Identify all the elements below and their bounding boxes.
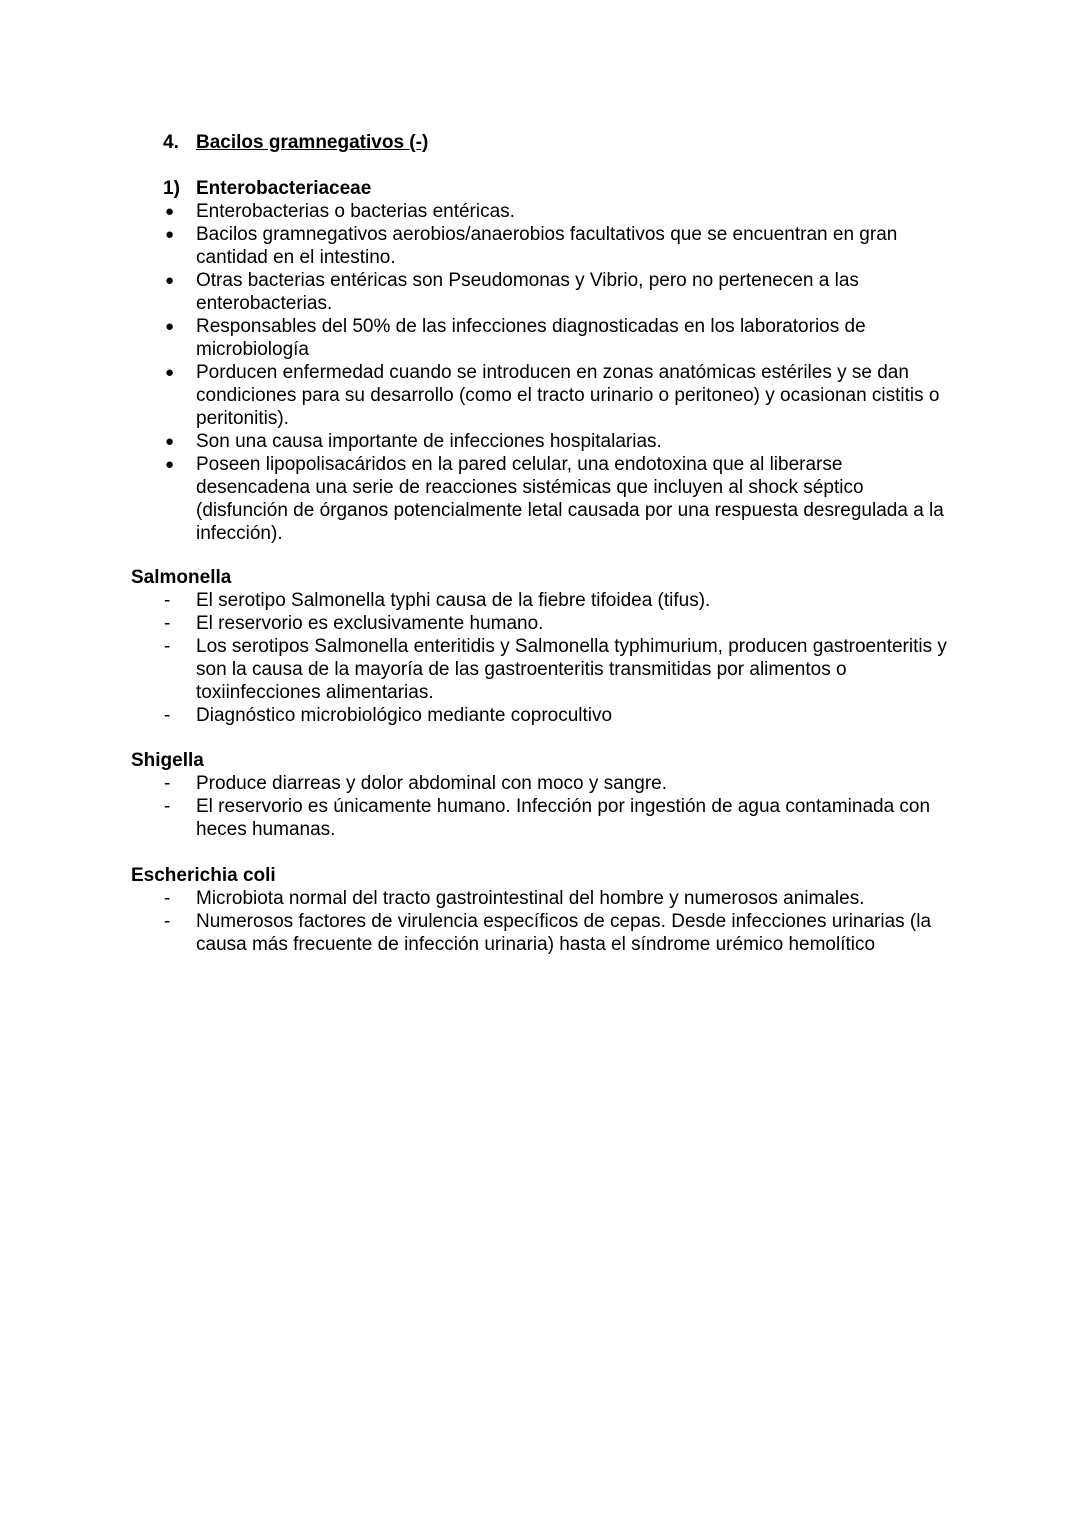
list-item: ● Porducen enfermedad cuando se introducen en zonas anatómicas estériles y se dan condiciones para su desarrollo (como el tracto urinario o peritoneo) y ocasionan cistitis o peritonitis).: [165, 362, 940, 429]
dash-icon: -: [164, 888, 171, 909]
list-item: - El reservorio es únicamente humano. Infección por ingestión de agua contaminada con heces humanas.: [164, 796, 931, 840]
list-item: ● Bacilos gramnegativos aerobios/anaerobios facultativos que se encuentran en gran cantidad en el intestino.: [165, 224, 898, 268]
list-item: ● Responsables del 50% de las infecciones diagnosticadas en los laboratorios de microbiología: [165, 316, 866, 360]
list-item: - El reservorio es exclusivamente humano.: [164, 613, 544, 634]
list-item: - Diagnóstico microbiológico mediante coprocultivo: [164, 705, 613, 726]
list-item: ● Poseen lipopolisacáridos en la pared celular, una endotoxina que al liberarse desencadena una serie de reacciones sistémicas que incluyen al shock séptico (disfunción de órganos potencialmente letal causada por una respuesta desregulada a la infección).: [165, 454, 944, 544]
subsection-number: 1): [163, 178, 180, 199]
bullet-icon: ●: [165, 226, 175, 243]
bullet-icon: ●: [165, 456, 175, 473]
dash-icon: -: [164, 773, 171, 794]
dash-icon: -: [164, 911, 171, 932]
list-item: - Microbiota normal del tracto gastrointestinal del hombre y numerosos animales.: [164, 888, 865, 909]
list-item: ● Son una causa importante de infecciones hospitalarias.: [165, 431, 662, 452]
bullet-icon: ●: [165, 203, 175, 220]
dash-icon: -: [164, 590, 171, 611]
ecoli-list: [164, 887, 956, 956]
list-item: ● Otras bacterias entéricas son Pseudomonas y Vibrio, pero no pertenecen a las enterobacterias.: [165, 270, 859, 314]
bullet-icon: ●: [165, 433, 175, 450]
list-item: ● Enterobacterias o bacterias entéricas.: [165, 201, 515, 222]
bullet-icon: ●: [165, 272, 175, 289]
subsection-title: Enterobacteriaceae: [196, 178, 372, 199]
salmonella-list: [164, 589, 956, 727]
dash-icon: -: [164, 613, 171, 634]
bullet-icon: ●: [165, 318, 175, 335]
subsection-heading: [163, 177, 371, 200]
list-item: - El serotipo Salmonella typhi causa de la fiebre tifoidea (tifus).: [164, 590, 711, 611]
ecoli-title: Escherichia coli: [131, 865, 276, 886]
section-heading: [163, 131, 428, 154]
section-title: Bacilos gramnegativos (-): [196, 132, 429, 153]
dash-icon: -: [164, 705, 171, 726]
shigella-title: Shigella: [131, 750, 204, 771]
dash-icon: -: [164, 796, 171, 817]
list-item: - Produce diarreas y dolor abdominal con moco y sangre.: [164, 773, 668, 794]
shigella-list: [164, 772, 956, 841]
enterobacteriaceae-list: [165, 200, 956, 545]
section-number: 4.: [163, 132, 179, 153]
salmonella-title: Salmonella: [131, 567, 232, 588]
bullet-icon: ●: [165, 364, 175, 381]
dash-icon: -: [164, 636, 171, 657]
list-item: - Los serotipos Salmonella enteritidis y Salmonella typhimurium, producen gastroenteritis y son la causa de la mayoría de las gastroenteritis transmitidas por alimentos o toxiinfecciones alimentarias.: [164, 636, 947, 703]
list-item: - Numerosos factores de virulencia específicos de cepas. Desde infecciones urinarias (la causa más frecuente de infección urinaria) hasta el síndrome urémico hemolítico: [164, 911, 932, 955]
